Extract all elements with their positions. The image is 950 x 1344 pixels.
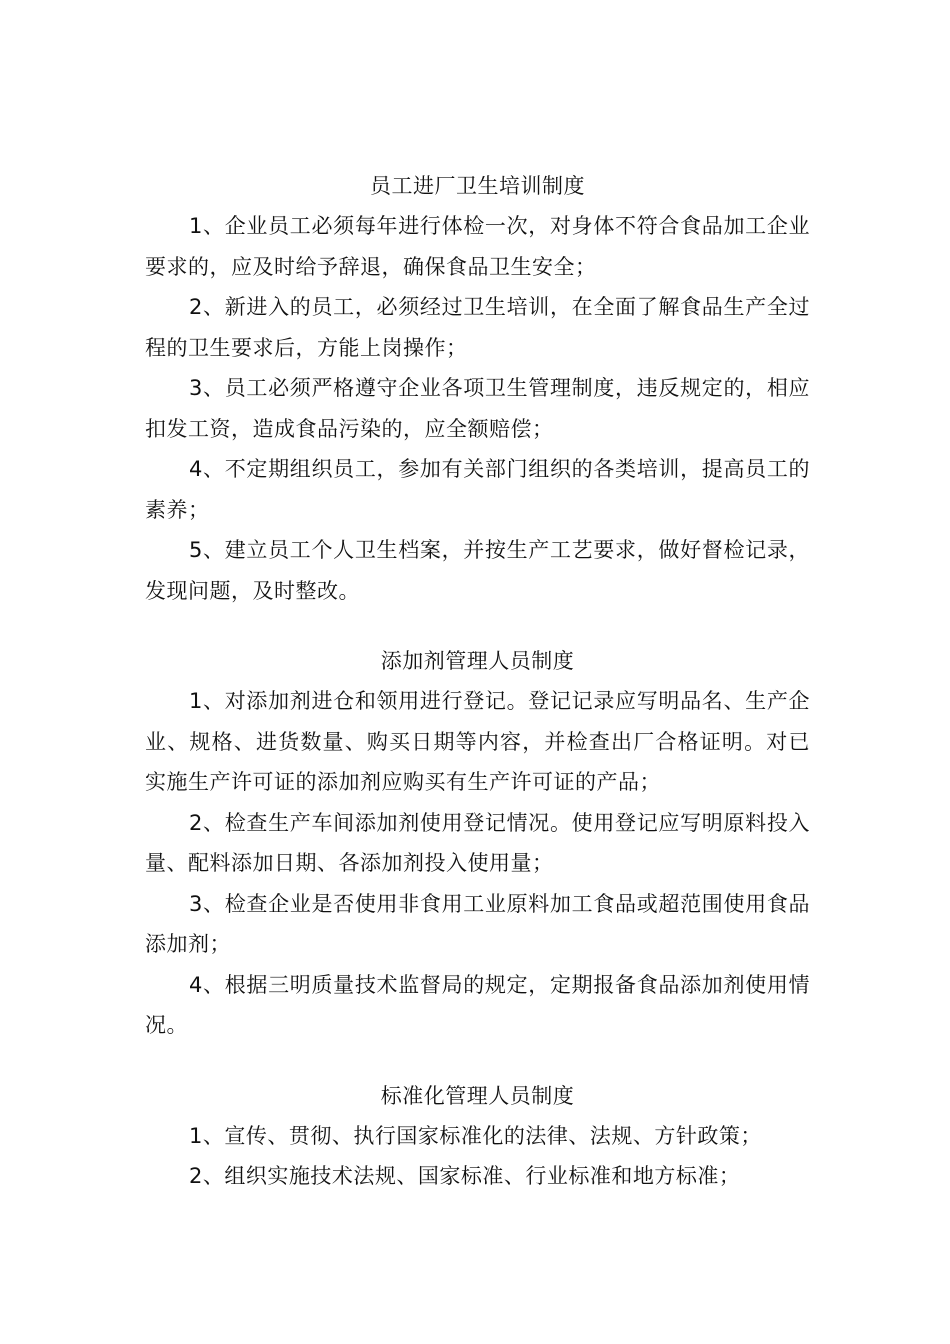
paragraph: 2、新进入的员工，必须经过卫生培训，在全面了解食品生产全过程的卫生要求后，方能上岗操作； (145, 295, 810, 360)
paragraph: 1、企业员工必须每年进行体检一次，对身体不符合食品加工企业要求的，应及时给予辞退，确保食品卫生安全； (145, 214, 810, 279)
paragraph: 3、检查企业是否使用非食用工业原料加工食品或超范围使用食品添加剂； (145, 891, 810, 956)
paragraph: 2、组织实施技术法规、国家标准、行业标准和地方标准； (189, 1164, 741, 1188)
paragraph: 1、宣传、贯彻、执行国家标准化的法律、法规、方针政策； (189, 1123, 762, 1148)
section-title: 添加剂管理人员制度 (380, 649, 575, 673)
paragraph: 5、建立员工个人卫生档案，并按生产工艺要求，做好督检记录，发现问题，及时整改。 (145, 538, 810, 603)
section-title: 标准化管理人员制度 (380, 1083, 575, 1108)
section-staff-hygiene-training (145, 166, 810, 611)
paragraph: 1、对添加剂进仓和领用进行登记。登记记录应写明品名、生产企业、规格、进货数量、购买日期等内容，并检查出厂合格证明。对已实施生产许可证的添加剂应购买有生产许可证的产品； (145, 689, 810, 794)
document-page (145, 166, 810, 1197)
paragraph: 3、员工必须严格遵守企业各项卫生管理制度，违反规定的，相应扣发工资，造成食品污染的，应全额赔偿； (145, 376, 810, 441)
section-title: 员工进厂卫生培训制度 (370, 174, 585, 198)
paragraph: 4、不定期组织员工，参加有关部门组织的各类培训，提高员工的素养； (145, 457, 810, 522)
paragraph: 2、检查生产车间添加剂使用登记情况。使用登记应写明原料投入量、配料添加日期、各添加剂投入使用量； (145, 810, 810, 875)
paragraph: 4、根据三明质量技术监督局的规定，定期报备食品添加剂使用情况。 (145, 972, 810, 1037)
section-standardization-management (145, 1076, 810, 1197)
section-additive-management (145, 641, 810, 1046)
